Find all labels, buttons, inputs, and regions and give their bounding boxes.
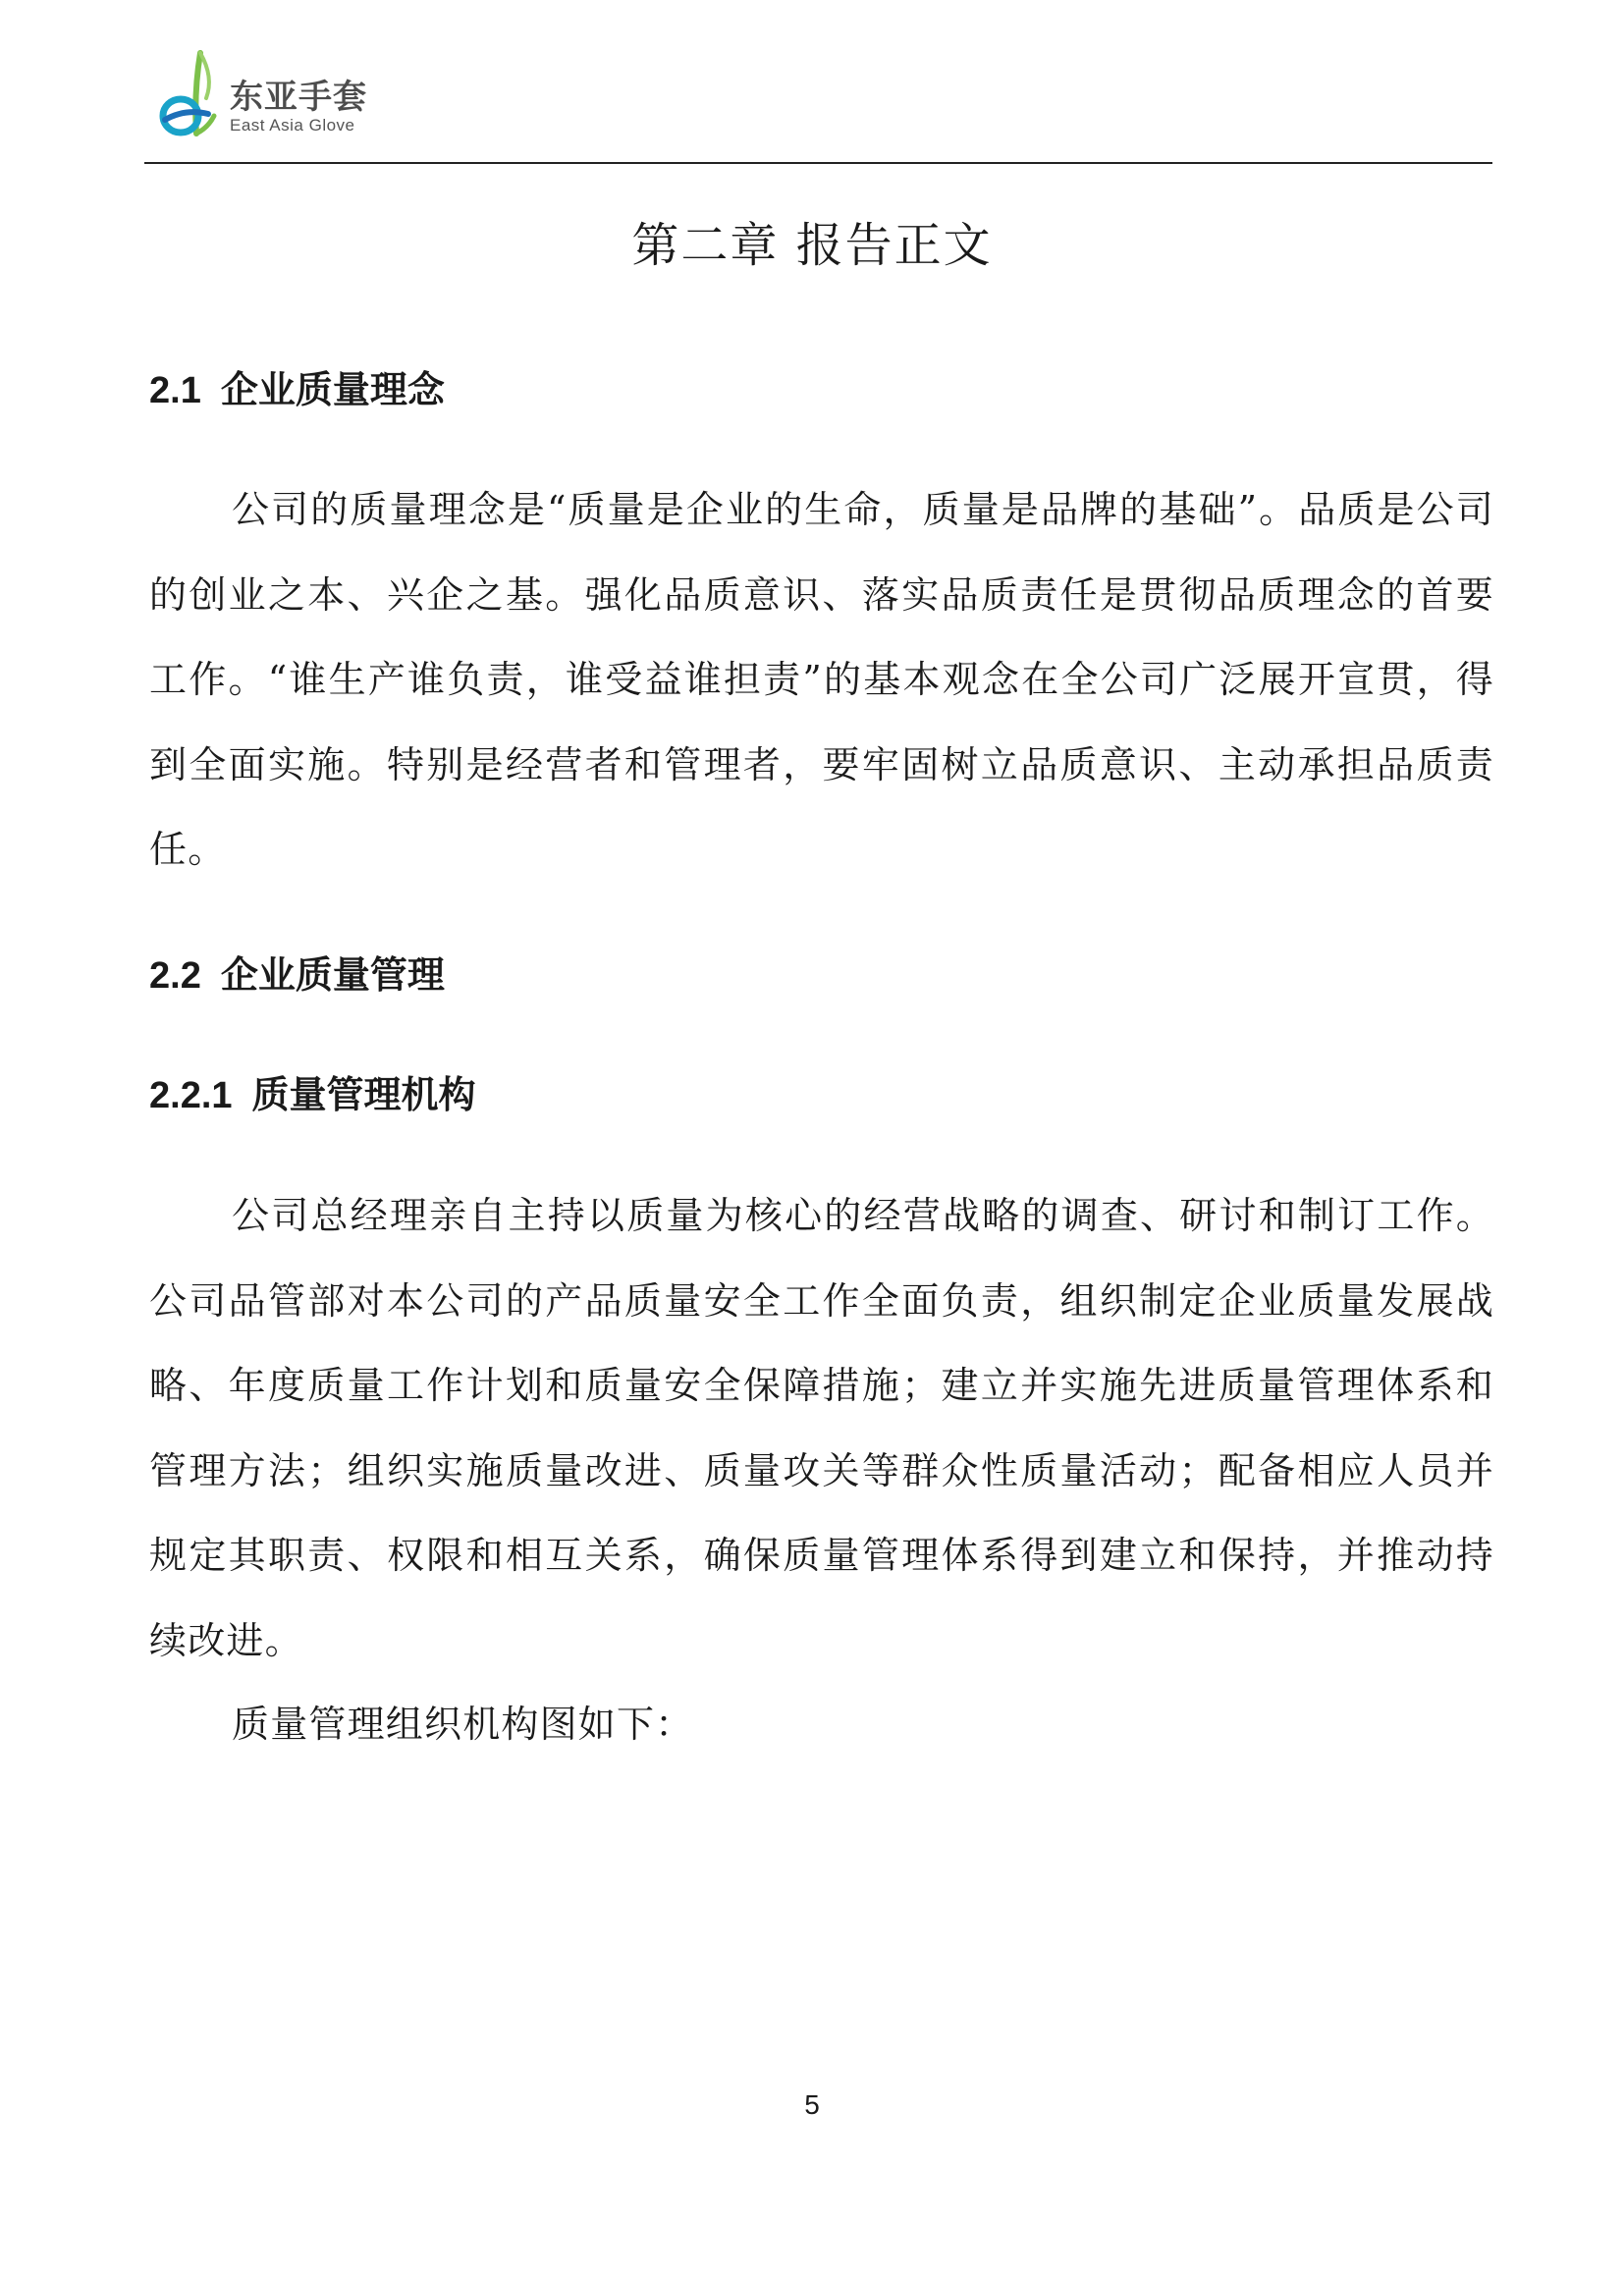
section-heading-2-2 bbox=[149, 950, 445, 1001]
section-number: 2.2.1 bbox=[149, 1075, 233, 1116]
section-number: 2.1 bbox=[149, 370, 201, 411]
section-heading-2-2-1 bbox=[149, 1070, 476, 1120]
page-number: 5 bbox=[804, 2089, 820, 2120]
paragraph-quality-philosophy: 公司的质量理念是“质量是企业的生命，质量是品牌的基础”。品质是公司的创业之本、兴企之基。强化品质意识、落实品质责任是贯彻品质理念的首要工作。“谁生产谁负责，谁受益谁担责”的基本观念在全公司广泛展开宣贯，得到全面实施。特别是经营者和管理者，要牢固树立品质意识、主动承担品质责任。 bbox=[149, 488, 1494, 871]
paragraph-quality-organization: 公司总经理亲自主持以质量为核心的经营战略的调查、研讨和制订工作。公司品管部对本公司的产品质量安全工作全面负责，组织制定企业质量发展战略、年度质量工作计划和质量安全保障措施；建立并实施先进质量管理体系和管理方法；组织实施质量改进、质量攻关等群众性质量活动；配备相应人员并规定其职责、权限和相互关系，确保质量管理体系得到建立和保持，并推动持续改进。 bbox=[149, 1194, 1494, 1662]
paragraph-org-chart-intro: 质量管理组织机构图如下： bbox=[232, 1703, 694, 1746]
section-title: 企业质量管理 bbox=[220, 953, 445, 997]
section-number: 2.2 bbox=[149, 955, 201, 997]
section-title: 企业质量理念 bbox=[220, 368, 445, 411]
chapter-title: 第二章 报告正文 bbox=[631, 218, 993, 273]
header-divider bbox=[144, 162, 1492, 164]
logo-english-name: East Asia Glove bbox=[230, 116, 355, 135]
logo-chinese-name: 东亚手套 bbox=[230, 78, 367, 117]
section-heading-2-1 bbox=[149, 365, 445, 415]
section-title: 质量管理机构 bbox=[251, 1073, 476, 1116]
logo-text bbox=[230, 79, 367, 135]
page-header bbox=[157, 39, 1492, 147]
east-asia-glove-logo-icon bbox=[157, 47, 226, 145]
